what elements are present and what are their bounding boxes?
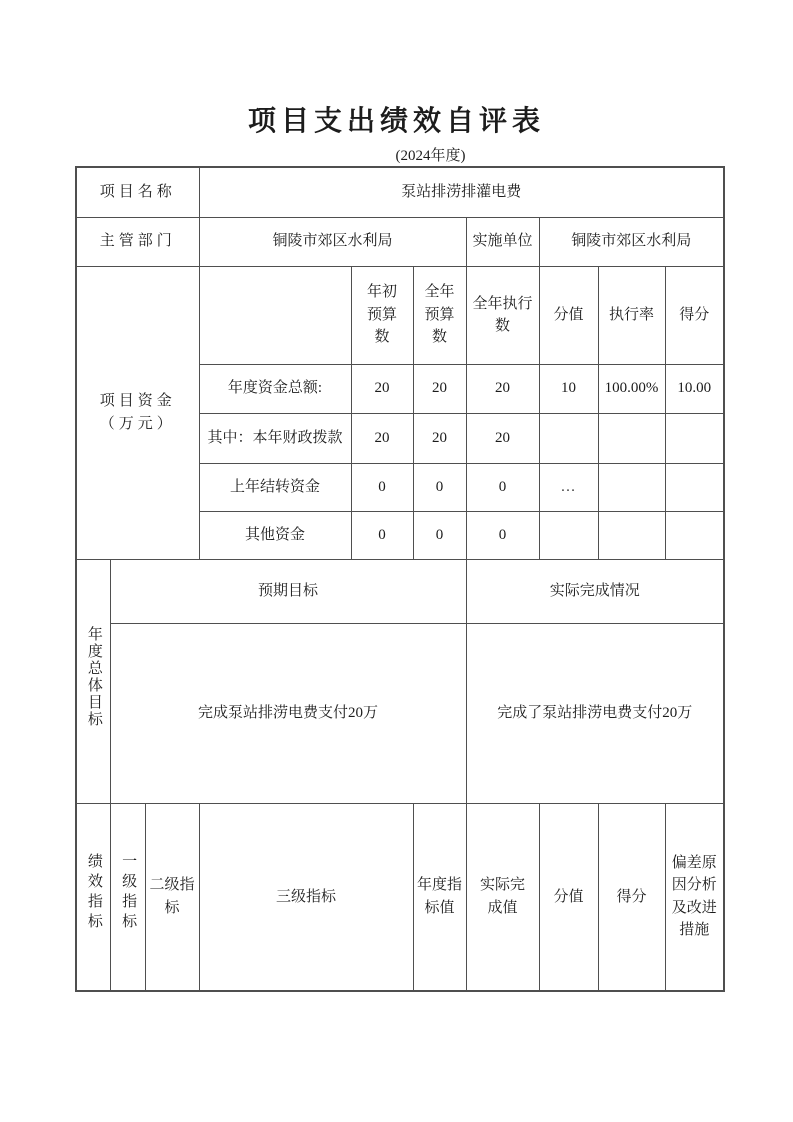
funds-header-corner-cell: [199, 266, 351, 364]
actual-value-header: 实际完成值: [466, 803, 539, 991]
funds-section-label-line2: （万元）: [99, 415, 176, 432]
funds-header-row: [76, 266, 724, 364]
funds-cell: 0: [351, 511, 413, 559]
score-header: 得分: [598, 803, 665, 991]
annual-goal-header-row: [76, 559, 724, 623]
funds-row-label: 上年结转资金: [199, 463, 351, 511]
level1-indicator-header: 一级指标: [110, 803, 145, 991]
funds-cell: 20: [466, 413, 539, 463]
performance-indicator-header-row: [76, 803, 724, 991]
funds-cell: 20: [466, 364, 539, 413]
project-name-label: 项目名称: [76, 167, 199, 217]
actual-completion-text: 完成了泵站排涝电费支付20万: [466, 623, 724, 803]
funds-cell: [539, 511, 598, 559]
funds-header-initial-budget: 年初预算数: [351, 266, 413, 364]
supervisor-dept-value: 铜陵市郊区水利局: [199, 217, 466, 266]
funds-cell: 20: [351, 364, 413, 413]
funds-cell: [539, 413, 598, 463]
implementing-unit-label: 实施单位: [466, 217, 539, 266]
funds-cell: [665, 413, 724, 463]
funds-header-annual-execution: 全年执行数: [466, 266, 539, 364]
supervisor-dept-label: 主管部门: [76, 217, 199, 266]
funds-cell: 0: [413, 511, 466, 559]
document-subtitle: (2024年度): [395, 148, 466, 164]
funds-cell: 10.00: [665, 364, 724, 413]
funds-section-label-line1: 项目资金: [99, 393, 176, 409]
funds-section-label: [76, 266, 199, 559]
funds-cell: 20: [413, 413, 466, 463]
funds-cell: 10: [539, 364, 598, 413]
project-name-value: 泵站排涝排灌电费: [199, 167, 724, 217]
funds-cell-ellipsis: …: [539, 463, 598, 511]
funds-header-score: 得分: [665, 266, 724, 364]
actual-completion-header: 实际完成情况: [466, 559, 724, 623]
expected-goal-header: 预期目标: [110, 559, 466, 623]
annual-goal-section-label: 年度总体目标: [76, 559, 110, 803]
expected-goal-text: 完成泵站排涝电费支付20万: [110, 623, 466, 803]
funds-cell: 20: [351, 413, 413, 463]
funds-cell: [598, 463, 665, 511]
implementing-unit-value: 铜陵市郊区水利局: [539, 217, 724, 266]
self-evaluation-table: [75, 166, 725, 992]
funds-cell: [598, 413, 665, 463]
funds-cell: [665, 463, 724, 511]
funds-header-score-weight: 分值: [539, 266, 598, 364]
funds-cell: 0: [466, 463, 539, 511]
funds-cell: [665, 511, 724, 559]
funds-cell: 20: [413, 364, 466, 413]
funds-row-label: 年度资金总额:: [199, 364, 351, 413]
annual-indicator-value-header: 年度指标值: [413, 803, 466, 991]
funds-cell: 0: [413, 463, 466, 511]
annual-goal-content-row: [76, 623, 724, 803]
level3-indicator-header: 三级指标: [199, 803, 413, 991]
funds-row-label: 其中：本年财政拨款: [199, 413, 351, 463]
score-weight-header: 分值: [539, 803, 598, 991]
funds-cell: 0: [351, 463, 413, 511]
level2-indicator-header: 二级指标: [145, 803, 199, 991]
funds-header-annual-budget: 全年预算数: [413, 266, 466, 364]
project-name-row: [76, 167, 724, 217]
funds-row-label: 其他资金: [199, 511, 351, 559]
deviation-analysis-header: 偏差原因分析及改进措施: [665, 803, 724, 991]
funds-cell: 0: [466, 511, 539, 559]
document-title: 项目支出绩效自评表: [247, 106, 545, 137]
performance-section-label: 绩效指标: [76, 803, 110, 991]
funds-header-execution-rate: 执行率: [598, 266, 665, 364]
department-row: [76, 217, 724, 266]
funds-cell: 100.00%: [598, 364, 665, 413]
funds-cell: [598, 511, 665, 559]
